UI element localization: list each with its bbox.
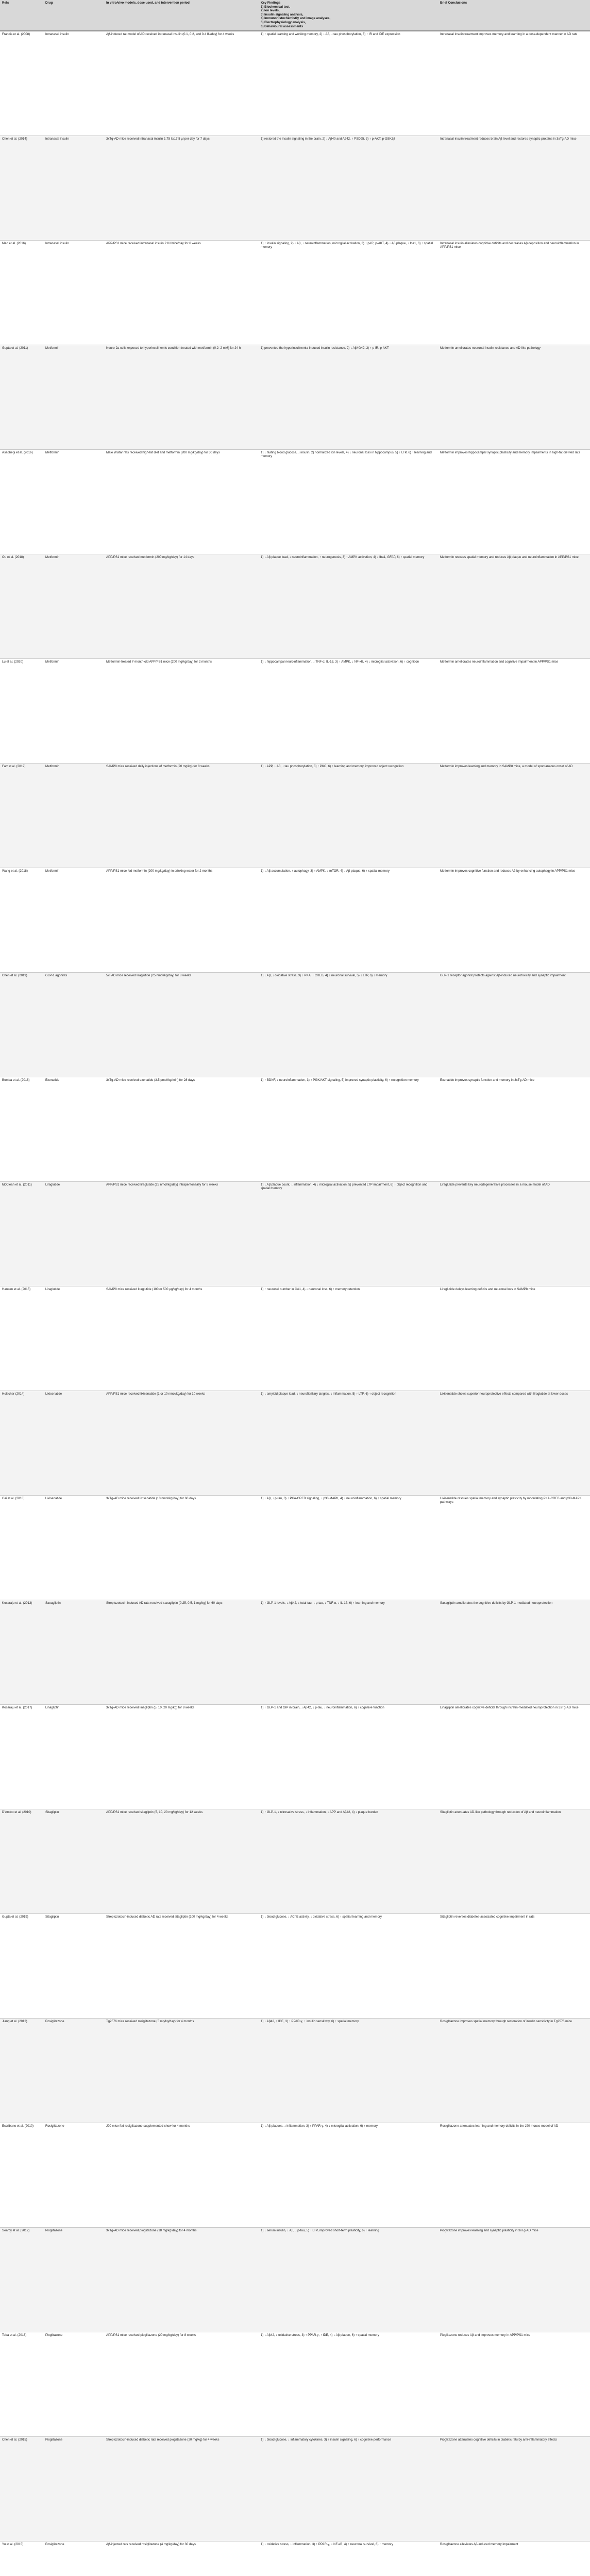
cell-ref: Chen et al. (2019) xyxy=(0,972,43,1077)
cell-findings: 1) ↓ Aβ, ↓ oxidative stress, 3) ↑ PKA, ↑ CREB, 4) ↑ neuronal survival, 5) ↑ LTP, 6) ↑ memory xyxy=(259,972,438,1077)
cell-model: APP/PS1 mice received sitagliptin (5, 10, 20 mg/kg/day) for 12 weeks xyxy=(104,1809,259,1913)
cell-drug: Rosiglitazone xyxy=(43,2018,104,2123)
cell-drug: Sitagliptin xyxy=(43,1913,104,2018)
cell-model: Aβ-injected rats received rosiglitazone (4 mg/kg/day) for 30 days xyxy=(104,2541,259,2576)
cell-drug: Pioglitazone xyxy=(43,2436,104,2541)
cell-findings: 1) ↓ fasting blood glucose, ↓ insulin, 2) normalized ion levels, 4) ↓ neuronal loss in hippocampus, 5) ↑ LTP, 6) ↑ learning and memory xyxy=(259,449,438,554)
cell-findings: 1) ↑ insulin signaling, 2) ↓ Aβ, ↓ neuroinflammation, microglial activation, 3) ↑ p-IR, p-AKT, 4) ↓ Aβ plaque, ↓ Iba1, 6) ↑ spatial memory xyxy=(259,240,438,345)
cell-model: J20 mice fed rosiglitazone-supplemented chow for 4 months xyxy=(104,2123,259,2227)
header-models: In vitro/vivo models, dose used, and intervention period xyxy=(104,0,259,31)
cell-drug: Sitagliptin xyxy=(43,1809,104,1913)
cell-conclusion: Sitagliptin attenuates AD-like pathology through reduction of Aβ and neuroinflammation xyxy=(438,1809,590,1913)
header-row xyxy=(0,0,590,31)
cell-model: 3xTg-AD mice received intranasal insulin 1.75 U/17.5 µl per day for 7 days xyxy=(104,135,259,240)
cell-ref: Mao et al. (2016) xyxy=(0,240,43,345)
cell-ref: D'Amico et al. (2010) xyxy=(0,1809,43,1913)
cell-model: Metformin-treated 7-month-old APP/PS1 mice (200 mg/kg/day) for 2 months xyxy=(104,658,259,763)
cell-conclusion: Metformin improves hippocampal synaptic plasticity and memory impairments in high-fat diet-fed rats xyxy=(438,449,590,554)
cell-model: 3xTg-AD mice received exenatide (3.5 pmol/kg/min) for 28 days xyxy=(104,1077,259,1181)
cell-findings: 1) prevented the hyperinsulinemia-induced insulin resistance, 2) ↓ Aβ40/42, 3) ↑ p-IR, p-AKT xyxy=(259,345,438,449)
table-row xyxy=(0,2436,590,2541)
table-row xyxy=(0,1181,590,1286)
cell-ref: Gupta et al. (2011) xyxy=(0,345,43,449)
cell-conclusion: Rosiglitazone alleviates Aβ-induced memory impairment xyxy=(438,2541,590,2576)
cell-ref: Bomba et al. (2018) xyxy=(0,1077,43,1181)
table-row xyxy=(0,554,590,658)
cell-drug: Intranasal insulin xyxy=(43,135,104,240)
cell-findings: 1) ↑ spatial learning and working memory, 2) ↓ Aβ, ↓ tau phosphorylation, 3) ↑ IR and IDE expression xyxy=(259,31,438,135)
cell-conclusion: GLP-1 receptor agonist protects against Aβ-induced neurotoxicity and synaptic impairment xyxy=(438,972,590,1077)
cell-model: APP/PS1 mice received metformin (200 mg/kg/day) for 14 days xyxy=(104,554,259,658)
cell-conclusion: Intranasal insulin alleviates cognitive deficits and decreases Aβ deposition and neuroinflammation in APP/PS1 mice xyxy=(438,240,590,345)
cell-findings: 1) ↑ GLP-1, ↓ nitrosative stress, ↓ inflammation, ↓ APP and Aβ42, 4) ↓ plaque burden xyxy=(259,1809,438,1913)
header-brief-conclusions: Brief Conclusions xyxy=(438,0,590,31)
cell-conclusion: Metformin rescues spatial memory and reduces Aβ plaque and neuroinflammation in APP/PS1 mice xyxy=(438,554,590,658)
cell-findings: 1) ↓ Aβ42, ↓ oxidative stress, 3) ↑ PPAR-γ, ↑ IDE, 4) ↓ Aβ plaque, 6) ↑ spatial memory xyxy=(259,2332,438,2436)
table-row xyxy=(0,2018,590,2123)
table-row xyxy=(0,449,590,554)
cell-drug: Rosiglitazone xyxy=(43,2541,104,2576)
table-row xyxy=(0,1913,590,2018)
cell-conclusion: Liraglutide prevents key neurodegenerative processes in a mouse model of AD xyxy=(438,1181,590,1286)
cell-ref: Chen et al. (2014) xyxy=(0,135,43,240)
cell-findings: 1) ↑ neuronal number in CA1, 4) ↓ neuronal loss, 6) ↑ memory retention xyxy=(259,1286,438,1391)
cell-conclusion: Sitagliptin reverses diabetes-associated cognitive impairment in rats xyxy=(438,1913,590,2018)
cell-conclusion: Liraglutide delays learning deficits and neuronal loss in SAMP8 mice xyxy=(438,1286,590,1391)
cell-ref: Lu et al. (2020) xyxy=(0,658,43,763)
cell-model: APP/PS1 mice received pioglitazone (20 mg/kg/day) for 8 weeks xyxy=(104,2332,259,2436)
cell-findings: 1) ↓ Aβ42, ↑ IDE, 3) ↑ PPAR-γ, ↑ insulin sensitivity, 6) ↑ spatial memory xyxy=(259,2018,438,2123)
cell-findings: 1) ↓ Aβ plaque load, ↓ neuroinflammation, ↑ neurogenesis, 3) ↑ AMPK activation, 4) ↓ Iba1, GFAP, 6) ↑ spatial memory xyxy=(259,554,438,658)
table-row xyxy=(0,31,590,135)
cell-conclusion: Metformin ameliorates neuroinflammation and cognitive impairment in APP/PS1 mice xyxy=(438,658,590,763)
cell-conclusion: Rosiglitazone attenuates learning and memory deficits in the J20 mouse model of AD xyxy=(438,2123,590,2227)
cell-ref: McClean et al. (2011) xyxy=(0,1181,43,1286)
cell-findings: 1) ↓ APP, ↓ Aβ, ↓ tau phosphorylation, 3) ↑ PKC, 6) ↑ learning and memory, improved object recognition xyxy=(259,763,438,868)
cell-ref: Asadbegi et al. (2016) xyxy=(0,449,43,554)
table-row xyxy=(0,763,590,868)
cell-ref: Kosaraju et al. (2013) xyxy=(0,1600,43,1704)
cell-ref: Hansen et al. (2015) xyxy=(0,1286,43,1391)
cell-model: 3xTg-AD mice received pioglitazone (18 mg/kg/day) for 4 months xyxy=(104,2227,259,2332)
cell-conclusion: Intranasal insulin treatment reduces brain Aβ level and restores synaptic proteins in 3xTg-AD mice xyxy=(438,135,590,240)
cell-drug: Liraglutide xyxy=(43,1286,104,1391)
cell-drug: Metformin xyxy=(43,763,104,868)
cell-findings: 1) ↓ oxidative stress, ↓ inflammation, 3) ↑ PPAR-γ, ↓ NF-κB, 4) ↑ neuronal survival, 6) ↑ memory xyxy=(259,2541,438,2576)
cell-model: APP/PS1 mice received intranasal insulin 2 IU/mice/day for 6 weeks xyxy=(104,240,259,345)
table-row xyxy=(0,1077,590,1181)
cell-ref: Toba et al. (2016) xyxy=(0,2332,43,2436)
cell-model: APP/PS1 mice received lixisenatide (1 or 10 nmol/kg/day) for 10 weeks xyxy=(104,1391,259,1495)
cell-conclusion: Exenatide improves synaptic function and memory in 3xTg-AD mice xyxy=(438,1077,590,1181)
cell-findings: 1) ↓ serum insulin, ↓ Aβ, ↓ p-tau, 5) ↑ LTP, improved short-term plasticity, 6) ↑ learning xyxy=(259,2227,438,2332)
cell-drug: Rosiglitazone xyxy=(43,2123,104,2227)
cell-drug: Metformin xyxy=(43,554,104,658)
cell-model: 5xFAD mice received liraglutide (25 nmol/kg/day) for 8 weeks xyxy=(104,972,259,1077)
cell-model: Aβ-induced rat model of AD received intranasal insulin (0.1, 0.2, and 0.4 IU/day) for 4 weeks xyxy=(104,31,259,135)
cell-drug: Pioglitazone xyxy=(43,2227,104,2332)
cell-model: SAMP8 mice received daily injections of metformin (20 mg/kg) for 8 weeks xyxy=(104,763,259,868)
cell-findings: 1) ↑ GLP-1 and GIP in brain, ↓ Aβ42, ↓ p-tau, ↓ neuroinflammation, 6) ↑ cognitive function xyxy=(259,1704,438,1809)
cell-ref: Farr et al. (2019) xyxy=(0,763,43,868)
cell-conclusion: Intranasal insulin treatment improves memory and learning in a dose-dependent manner in AD rats xyxy=(438,31,590,135)
cell-model: 3xTg-AD mice received lixisenatide (10 nmol/kg/day) for 60 days xyxy=(104,1495,259,1600)
cell-findings: 1) ↑ BDNF, ↓ neuroinflammation, 3) ↑ PI3K/AKT signaling, 5) improved synaptic plasticity, 6) ↑ recognition memory xyxy=(259,1077,438,1181)
table-row xyxy=(0,1600,590,1704)
cell-drug: Saxagliptin xyxy=(43,1600,104,1704)
cell-model: Streptozotocin-induced AD rats received saxagliptin (0.25, 0.5, 1 mg/kg) for 60 days xyxy=(104,1600,259,1704)
cell-conclusion: Metformin ameliorates neuronal insulin resistance and AD-like pathology xyxy=(438,345,590,449)
cell-ref: Yu et al. (2015) xyxy=(0,2541,43,2576)
cell-ref: Wang et al. (2018) xyxy=(0,868,43,972)
cell-drug: Pioglitazone xyxy=(43,2332,104,2436)
cell-findings: 1) ↓ amyloid plaque load, ↓ neurofibrillary tangles, ↓ inflammation, 5) ↑ LTP, 6) ↑ object recognition xyxy=(259,1391,438,1495)
cell-findings: 1) ↓ blood glucose, ↓ AChE activity, ↓ oxidative stress, 6) ↑ spatial learning and memory xyxy=(259,1913,438,2018)
cell-drug: Metformin xyxy=(43,345,104,449)
table-row xyxy=(0,240,590,345)
table-row xyxy=(0,2332,590,2436)
cell-model: APP/PS1 mice fed metformin (200 mg/kg/day) in drinking water for 2 months xyxy=(104,868,259,972)
table-row xyxy=(0,2123,590,2227)
cell-conclusion: Rosiglitazone improves spatial memory through restoration of insulin sensitivity in Tg2576 mice xyxy=(438,2018,590,2123)
cell-model: APP/PS1 mice received liraglutide (25 nmol/kg/day) intraperitoneally for 8 weeks xyxy=(104,1181,259,1286)
header-drug: Drug xyxy=(43,0,104,31)
table-row xyxy=(0,1704,590,1809)
cell-findings: 1) ↑ GLP-1 levels, ↓ Aβ42, ↓ total tau, ↓ p-tau, ↓ TNF-α, ↓ IL-1β, 6) ↑ learning and memory xyxy=(259,1600,438,1704)
cell-model: SAMP8 mice received liraglutide (100 or 500 µg/kg/day) for 4 months xyxy=(104,1286,259,1391)
cell-model: 3xTg-AD mice received linagliptin (5, 10, 20 mg/kg) for 8 weeks xyxy=(104,1704,259,1809)
cell-findings: 1) restored the insulin signaling in the brain, 2) ↓ Aβ40 and Aβ42, ↑ PSD95, 3) ↑ p-AKT, p-GSK3β xyxy=(259,135,438,240)
cell-drug: Metformin xyxy=(43,658,104,763)
cell-drug: GLP-1 agonists xyxy=(43,972,104,1077)
cell-ref: Kosaraju et al. (2017) xyxy=(0,1704,43,1809)
table-row xyxy=(0,2541,590,2576)
cell-ref: Searcy et al. (2012) xyxy=(0,2227,43,2332)
header-key-findings: Key Findings 1) Biochemical test, 2) Ion levels, 3) Insulin signaling analysis, 4) Immunohistochemistry and image analyses, 5) Electrophysiology analysis, 6) Behavioural assessments xyxy=(259,0,438,31)
cell-findings: 1) ↓ blood glucose, ↓ inflammatory cytokines, 3) ↑ insulin signaling, 6) ↑ cognitive performance xyxy=(259,2436,438,2541)
cell-conclusion: Metformin improves cognitive function and reduces Aβ by enhancing autophagy in APP/PS1 mice xyxy=(438,868,590,972)
cell-conclusion: Lixisenatide rescues spatial memory and synaptic plasticity by modulating PKA-CREB and p38-MAPK pathways xyxy=(438,1495,590,1600)
cell-findings: 1) ↓ Aβ plaque count, ↓ inflammation, 4) ↓ microglial activation, 5) prevented LTP impairment, 6) ↑ object recognition and spatial memory xyxy=(259,1181,438,1286)
table-row xyxy=(0,1286,590,1391)
cell-conclusion: Pioglitazone improves learning and synaptic plasticity in 3xTg-AD mice xyxy=(438,2227,590,2332)
cell-findings: 1) ↓ Aβ, ↓ p-tau, 3) ↑ PKA-CREB signaling, ↓ p38-MAPK, 4) ↓ neuroinflammation, 6) ↑ spatial memory xyxy=(259,1495,438,1600)
cell-model: Streptozotocin-induced diabetic rats received pioglitazone (20 mg/kg) for 4 weeks xyxy=(104,2436,259,2541)
cell-model: Male Wistar rats received high-fat diet and metformin (200 mg/kg/day) for 30 days xyxy=(104,449,259,554)
table-row xyxy=(0,2227,590,2332)
cell-drug: Lixisenatide xyxy=(43,1495,104,1600)
cell-ref: Jiang et al. (2012) xyxy=(0,2018,43,2123)
cell-findings: 1) ↓ Aβ accumulation, ↑ autophagy, 3) ↑ AMPK, ↓ mTOR, 4) ↓ Aβ plaque, 6) ↑ spatial memory xyxy=(259,868,438,972)
table-row xyxy=(0,868,590,972)
cell-ref: Chen et al. (2015) xyxy=(0,2436,43,2541)
cell-drug: Linagliptin xyxy=(43,1704,104,1809)
cell-conclusion: Pioglitazone attenuates cognitive deficits in diabetic rats by anti-inflammatory effects xyxy=(438,2436,590,2541)
header-refs: Refs xyxy=(0,0,43,31)
cell-ref: Escribano et al. (2010) xyxy=(0,2123,43,2227)
cell-ref: Cai et al. (2018) xyxy=(0,1495,43,1600)
cell-conclusion: Pioglitazone reduces Aβ and improves memory in APP/PS1 mice xyxy=(438,2332,590,2436)
cell-ref: Gupta et al. (2019) xyxy=(0,1913,43,2018)
cell-model: Tg2576 mice received rosiglitazone (5 mg/kg/day) for 4 months xyxy=(104,2018,259,2123)
cell-drug: Exenatide xyxy=(43,1077,104,1181)
table-row xyxy=(0,658,590,763)
cell-conclusion: Saxagliptin ameliorates the cognitive deficits by GLP-1-mediated neuroprotection xyxy=(438,1600,590,1704)
table-body xyxy=(0,31,590,2576)
cell-conclusion: Metformin improves learning and memory in SAMP8 mice, a model of spontaneous onset of AD xyxy=(438,763,590,868)
cell-ref: Ou et al. (2018) xyxy=(0,554,43,658)
cell-conclusion: Linagliptin ameliorates cognitive deficits through incretin-mediated neuroprotection in 3xTg-AD mice xyxy=(438,1704,590,1809)
table-row xyxy=(0,345,590,449)
cell-findings: 1) ↓ Aβ plaques, ↓ inflammation, 3) ↑ PPAR-γ, 4) ↓ microglial activation, 6) ↑ memory xyxy=(259,2123,438,2227)
table-row xyxy=(0,135,590,240)
cell-drug: Metformin xyxy=(43,868,104,972)
table-row xyxy=(0,1391,590,1495)
cell-drug: Lixisenatide xyxy=(43,1391,104,1495)
table-header xyxy=(0,0,590,31)
table-row xyxy=(0,1809,590,1913)
cell-drug: Intranasal insulin xyxy=(43,31,104,135)
cell-ref: Francis et al. (2008) xyxy=(0,31,43,135)
cell-drug: Intranasal insulin xyxy=(43,240,104,345)
cell-findings: 1) ↓ hippocampal neuroinflammation, ↓ TNF-α, IL-1β, 3) ↑ AMPK, ↓ NF-κB, 4) ↓ microglial activation, 6) ↑ cognition xyxy=(259,658,438,763)
cell-model: Neuro-2a cells exposed to hyperinsulinemic condition treated with metformin (0.2–2 mM) for 24 h xyxy=(104,345,259,449)
table-row xyxy=(0,972,590,1077)
table-row xyxy=(0,1495,590,1600)
cell-drug: Liraglutide xyxy=(43,1181,104,1286)
cell-model: Streptozotocin-induced diabetic AD rats received sitagliptin (100 mg/kg/day) for 4 weeks xyxy=(104,1913,259,2018)
cell-drug: Metformin xyxy=(43,449,104,554)
cell-ref: Holscher (2014) xyxy=(0,1391,43,1495)
cell-conclusion: Lixisenatide shows superior neuroprotective effects compared with liraglutide at lower doses xyxy=(438,1391,590,1495)
